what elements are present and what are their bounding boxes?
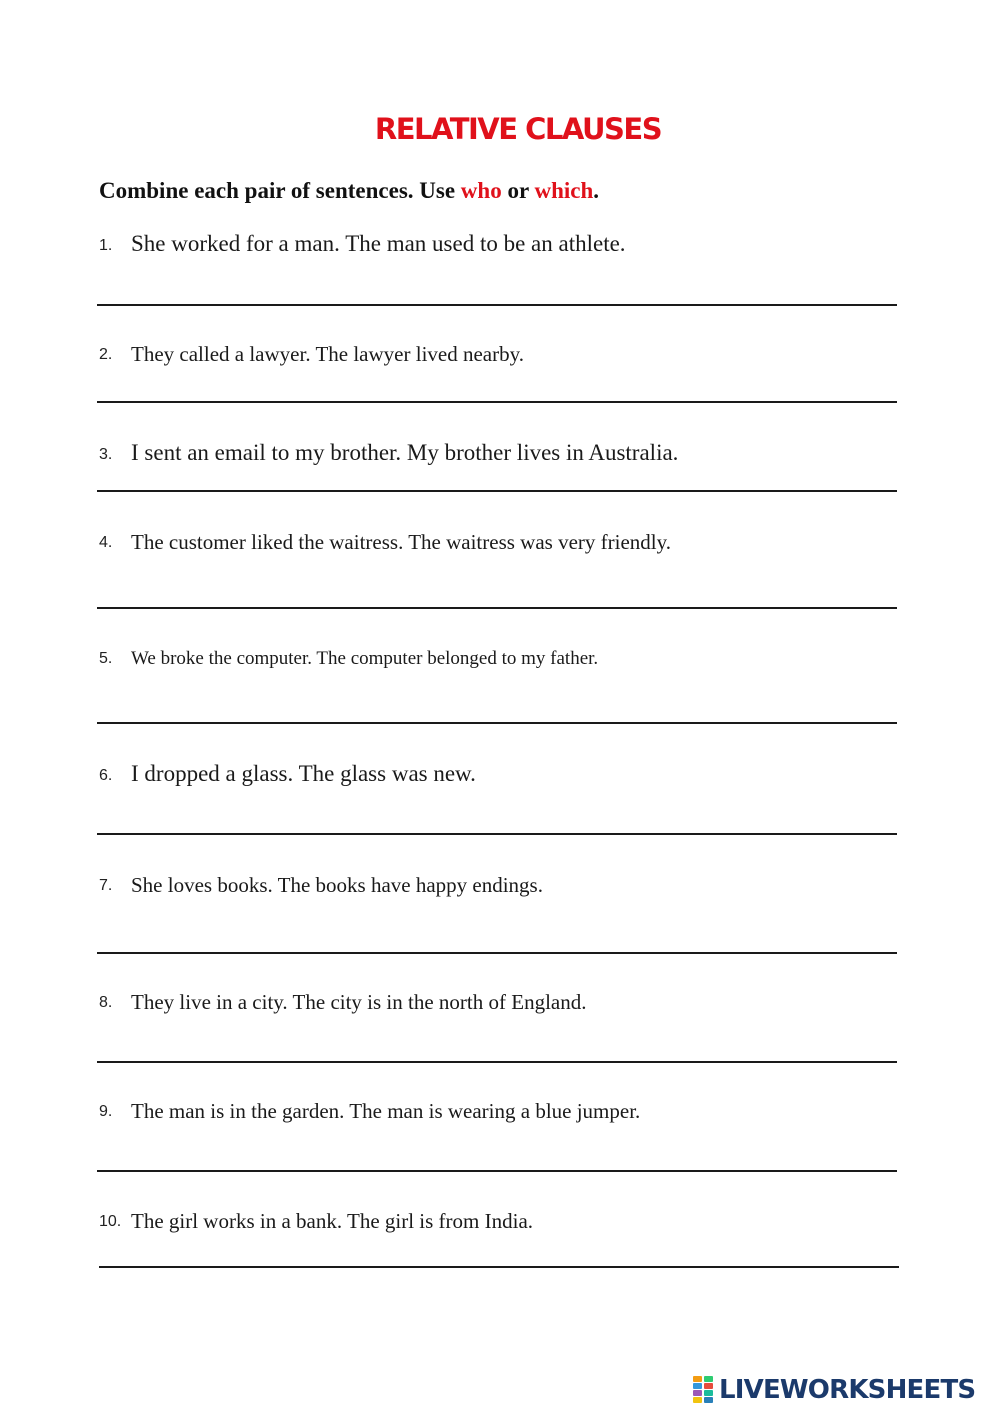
instruction-text: Combine each pair of sentences. Use: [99, 178, 461, 203]
question-text: I dropped a glass. The glass was new.: [131, 761, 476, 786]
answer-line[interactable]: [97, 1061, 897, 1063]
keyword-who: who: [460, 178, 502, 203]
question-text: They called a lawyer. The lawyer lived nearby.: [131, 342, 524, 366]
question-text: The man is in the garden. The man is wearing a blue jumper.: [131, 1099, 641, 1123]
answer-line[interactable]: [97, 1170, 897, 1172]
answer-line[interactable]: [97, 722, 897, 724]
question-number: 3.: [99, 446, 113, 463]
question-text: She loves books. The books have happy endings.: [131, 873, 543, 897]
answer-line[interactable]: [99, 1266, 899, 1268]
instruction-period: .: [593, 178, 600, 203]
answer-line[interactable]: [97, 401, 897, 403]
answer-line[interactable]: [97, 304, 897, 306]
question-number: 2.: [99, 346, 113, 363]
instructions: [99, 178, 599, 204]
answer-line[interactable]: [97, 952, 897, 954]
question-number: 6.: [99, 767, 113, 784]
question-text: The customer liked the waitress. The waitress was very friendly.: [131, 530, 672, 554]
question-number: 7.: [99, 877, 113, 894]
question-number: 1.: [99, 237, 113, 254]
logo-text: LIVEWORKSHEETS: [719, 1375, 976, 1405]
question-number: 5.: [99, 650, 113, 667]
question-text: The girl works in a bank. The girl is from India.: [131, 1209, 534, 1233]
question-number: 8.: [99, 994, 113, 1011]
worksheet-title: RELATIVE CLAUSES: [374, 112, 662, 146]
question-text: We broke the computer. The computer belonged to my father.: [131, 648, 599, 669]
question-number: 10.: [99, 1213, 122, 1230]
answer-line[interactable]: [97, 607, 897, 609]
liveworksheets-logo: [692, 1373, 975, 1407]
question-text: She worked for a man. The man used to be an athlete.: [131, 231, 626, 256]
question-text: They live in a city. The city is in the north of England.: [131, 990, 587, 1014]
liveworksheets-logo-icon: [692, 1375, 716, 1405]
answer-line[interactable]: [97, 490, 897, 492]
question-number: 4.: [99, 534, 113, 551]
instruction-connector: or: [501, 178, 535, 203]
question-text: I sent an email to my brother. My brother lives in Australia.: [131, 440, 679, 465]
question-number: 9.: [99, 1103, 113, 1120]
answer-line[interactable]: [97, 833, 897, 835]
keyword-which: which: [534, 178, 594, 203]
